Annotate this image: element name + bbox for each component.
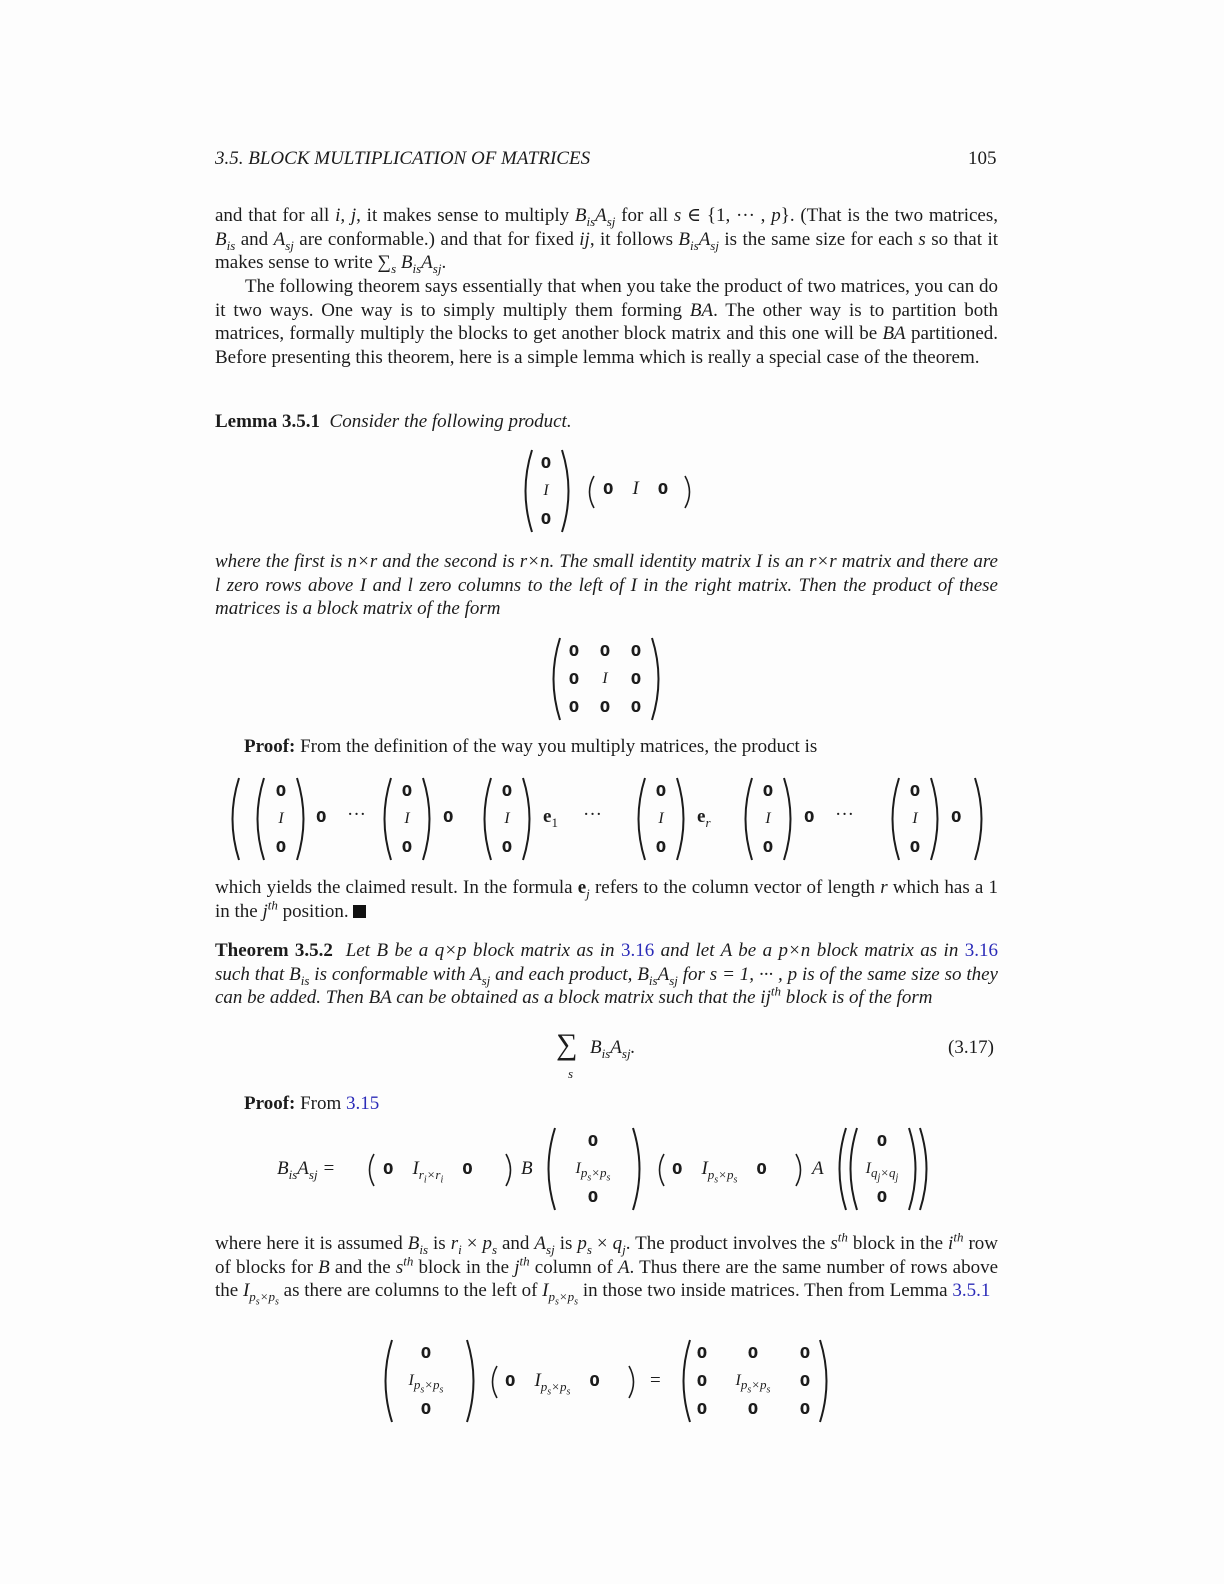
equation-link[interactable]: 3.16: [964, 940, 998, 961]
right-paren: [557, 448, 577, 534]
equation-number: (3.17): [948, 1037, 994, 1058]
running-header-title: 3.5. BLOCK MULTIPLICATION OF MATRICES: [215, 148, 591, 169]
theorem-statement: Theorem 3.5.2 Let B be a q×p block matrix as in 3.16 and let A be a p×n block matrix as in 3.16 such that $B_{is}$ is conformable with $A_{sj}$ and each product, $B_{is}A_{sj}$ for s = 1, ··· , p is of the same size so they can be added. Then BA can be obtained as a block matrix such that the $ij^{th}$ block is of the form: [215, 940, 998, 1009]
proof-label: Proof:: [244, 736, 296, 757]
lemma-link[interactable]: 3.5.1: [952, 1280, 991, 1302]
row-vector: 0 I 0: [603, 478, 669, 499]
proof-2-line: Proof: From 3.15: [244, 1093, 380, 1114]
proof-1-line: Proof: From the definition of the way you multiply matrices, the product is: [244, 736, 818, 757]
lemma-label: Lemma 3.5.1: [215, 411, 321, 432]
equation-link[interactable]: 3.16: [620, 940, 655, 961]
equation-link[interactable]: 3.15: [346, 1093, 380, 1114]
paragraph-theorem-intro: The following theorem says essentially that when you take the product of two matrices, you can do it two ways. One way is to simply multiply them forming BA. The other way is to partition both matrices, formally multiply the blocks to get another block matrix and this one will be BA partitioned. Before presenting this theorem, here is a simple lemma which is really a special case of the theorem.: [215, 276, 999, 368]
page-number: 105: [968, 148, 997, 169]
lemma-statement: Lemma 3.5.1 Consider the following product.: [215, 411, 572, 432]
lemma-description: where the first is n×r and the second is r×n. The small identity matrix I is an r×r matrix and there are l zero rows above I and l zero columns to the left of I in the right matrix. Then the product of these matrices is a block matrix of the form: [215, 551, 998, 620]
proof-1-conclusion: which yields the claimed result. In the formula $e_j$ refers to the column vector of length r which has a 1 in the $j^{th}$ position.: [215, 877, 999, 922]
qed-square: [353, 905, 366, 918]
left-paren: [517, 448, 537, 534]
proof-2-explanation: where here it is assumed $B_{is}$ is $r_i \times p_s$ and $A_{sj}$ is $p_s \times q_j$. The product involves the $s^{th}$ block in the $i^{th}$ row of blocks for B and the $s^{th}$ block in the $j^{th}$ column of A. Thus there are the same number of rows above the $I_{p_s\times p_s}$ as there are columns to the left of $I_{p_s\times p_s}$ in those two inside matrices. Then from Lemma 3.5.1: [215, 1229, 999, 1308]
theorem-label: Theorem 3.5.2: [215, 940, 333, 961]
paragraph-continuation: and that for all i, j, it makes sense to multiply $B_{is}A_{sj}$ for all s ∈ {1, ··· , p}. (That is the two matrices, $B_{is}$ and $A_{sj}$ are conformable.) and that for fixed ij, it follows $B_{is}A_{sj}$ is the same size for each s so that it makes sense to write $\sum_s$ $B_{is}A_{sj}$.: [215, 205, 999, 276]
column-vector: 0 I 0: [540, 454, 552, 528]
